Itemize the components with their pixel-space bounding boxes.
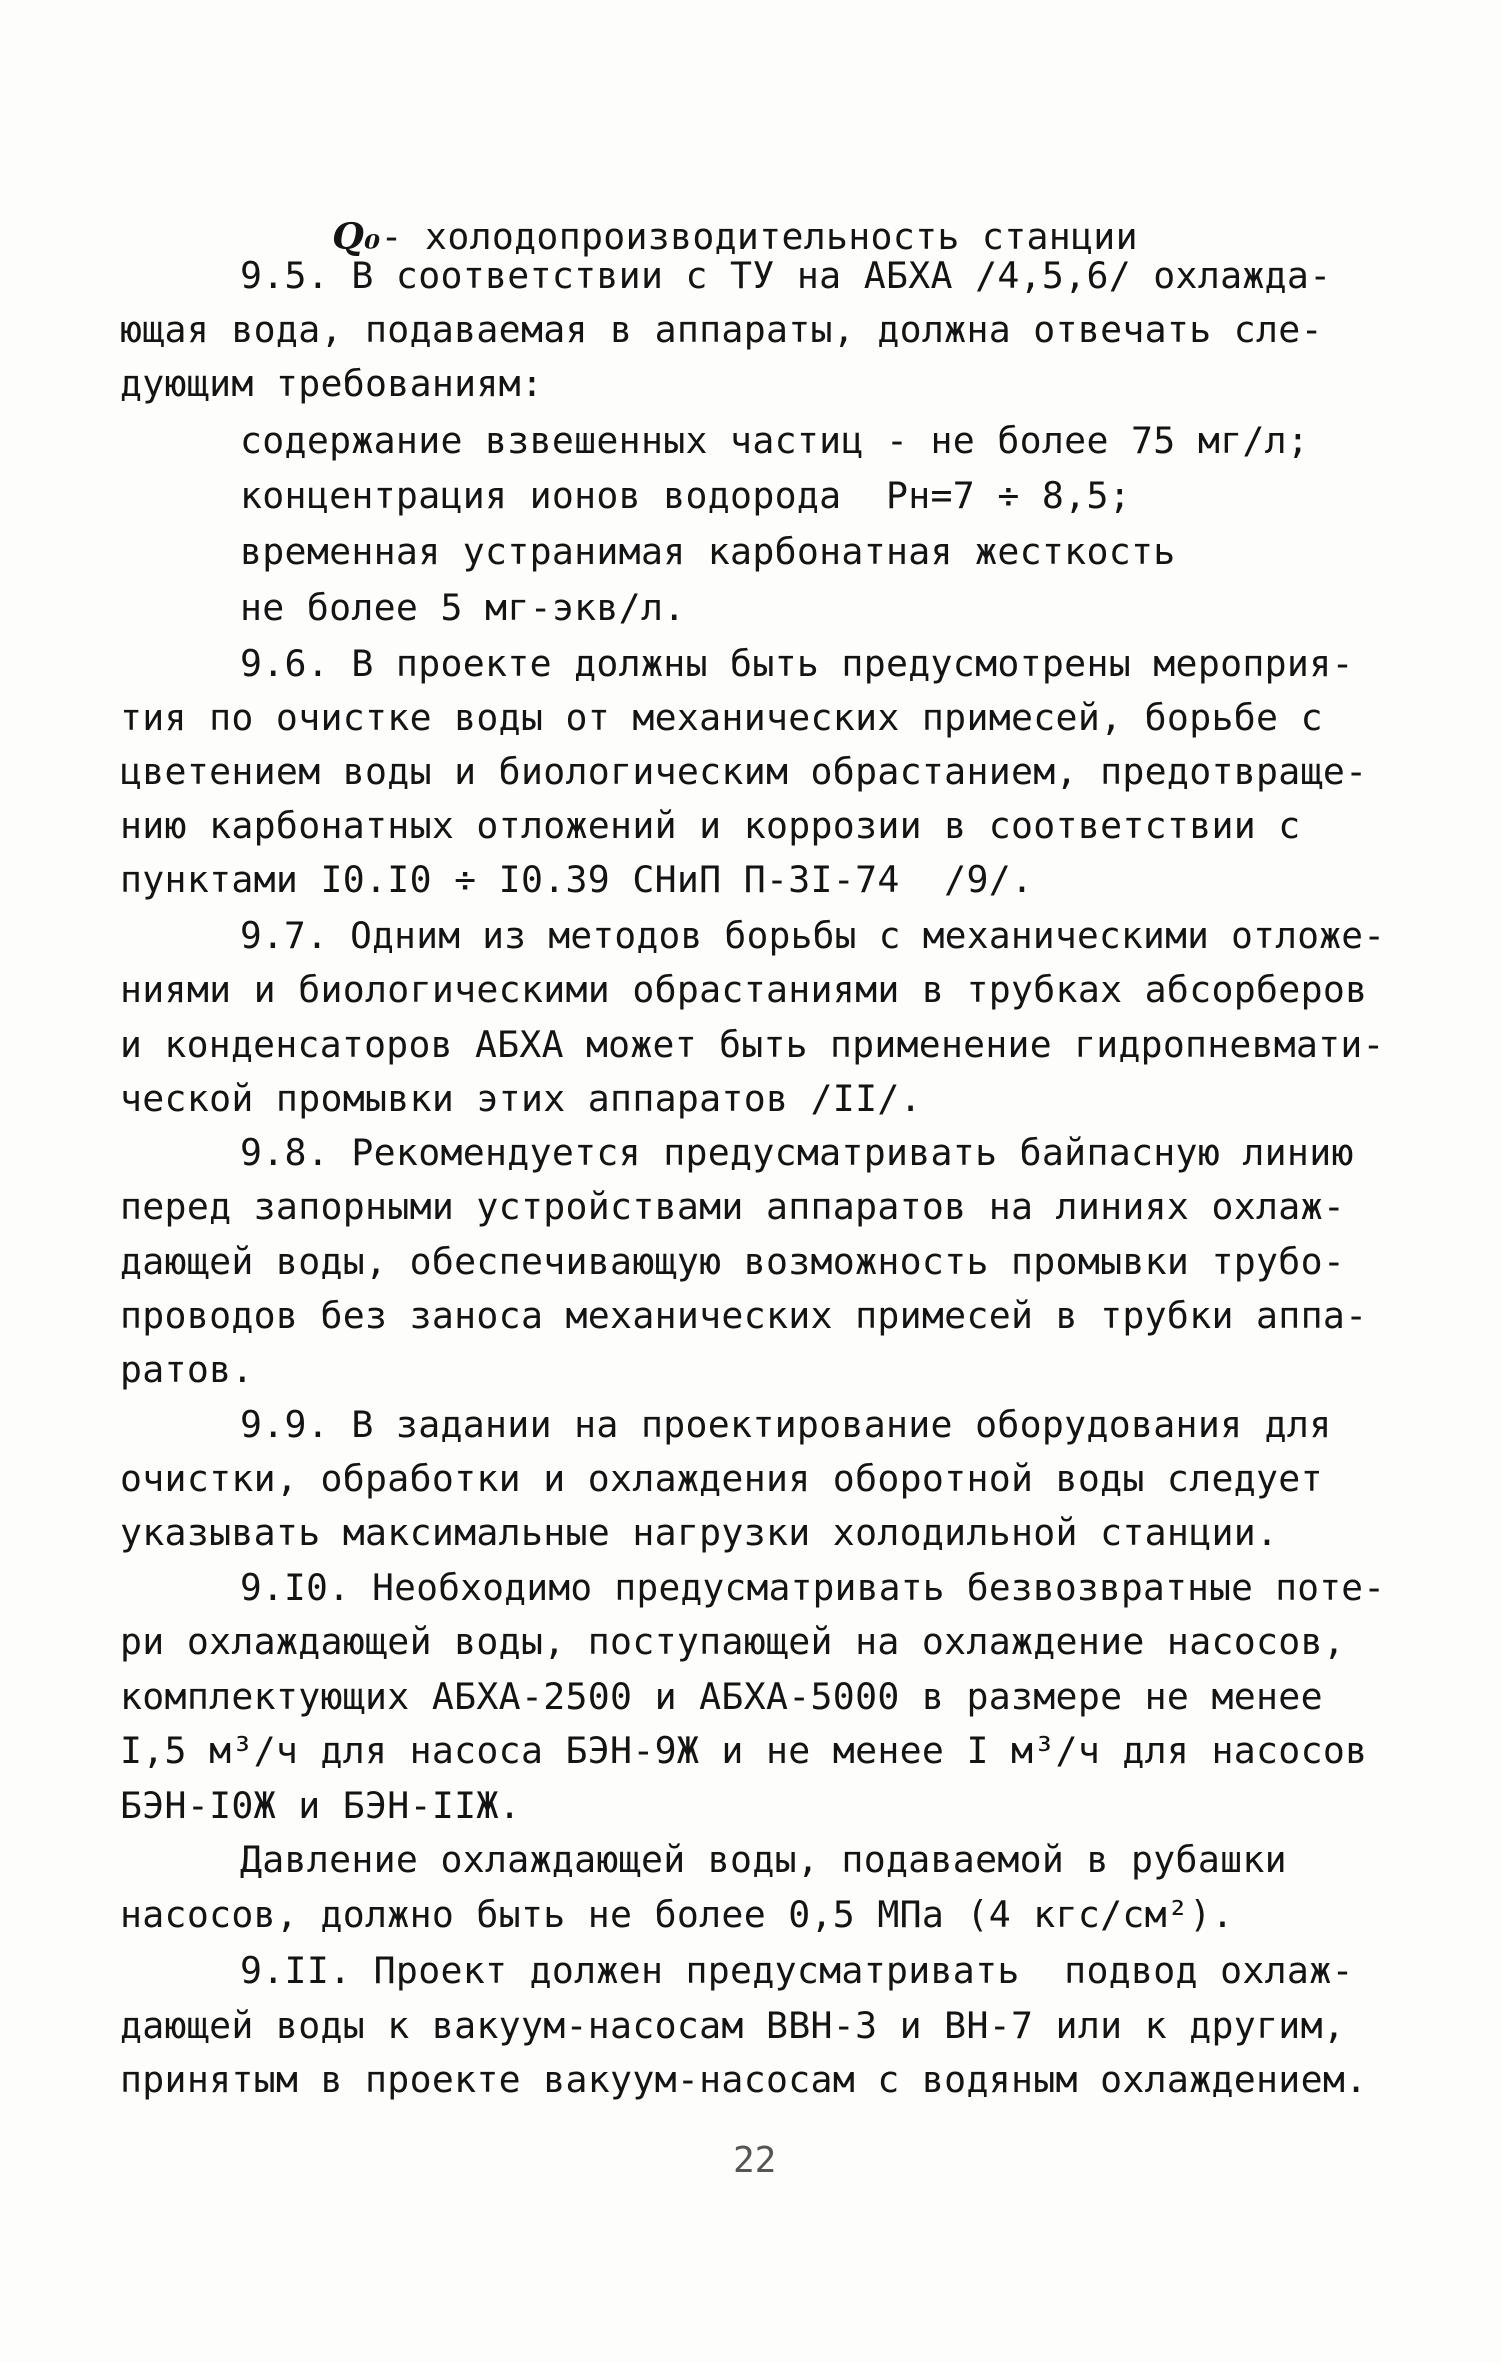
text-line: I,5 м³/ч для насоса БЭН-9Ж и не менее I м³/ч для насосов [120,1729,1368,1772]
text-line: 9.I0. Необходимо предусматривать безвозвратные поте- [240,1566,1386,1609]
text-line: дующим требованиям: [120,362,544,405]
text-line: тия по очистке воды от механических примесей, борьбе с [120,696,1323,739]
intro-text: - холодопроизводительность станции [380,214,1138,258]
text-line: ющая вода, подаваемая в аппараты, должна отвечать сле- [120,308,1323,351]
cooling-capacity-symbol: Q₀ [332,214,381,258]
text-line: 9.6. В проекте должны быть предусмотрены мероприя- [240,642,1354,685]
text-line: не более 5 мг-экв/л. [240,586,686,629]
text-line: ческой промывки этих аппаратов /II/. [120,1077,922,1120]
text-line: и конденсаторов АБХА может быть применение гидропневмати- [120,1023,1385,1066]
text-line: цветением воды и биологическим обрастанием, предотвраще- [120,750,1368,793]
text-line: нию карбонатных отложений и коррозии в соответствии с [120,804,1301,847]
text-line: 9.5. В соответствии с ТУ на АБХА /4,5,6/ охлажда- [240,254,1332,297]
text-line: дающей воды, обеспечивающую возможность промывки трубо- [120,1240,1346,1283]
text-line: 9.7. Одним из методов борьбы с механическими отложе- [240,914,1386,957]
text-line: ниями и биологическими обрастаниями в трубках абсорберов [120,968,1368,1011]
text-line: ратов. [120,1348,254,1391]
text-line: концентрация ионов водорода Рн=7 ÷ 8,5; [240,474,1131,517]
text-line: 9.9. В задании на проектирование оборудования для [240,1403,1332,1446]
text-line: указывать максимальные нагрузки холодильной станции. [120,1511,1279,1554]
text-line: пунктами I0.I0 ÷ I0.39 СНиП П-3I-74 /9/. [120,858,1034,901]
text-line: проводов без заноса механических примесей в трубки аппа- [120,1294,1368,1337]
page-number: 22 [733,2140,777,2181]
text-line: содержание взвешенных частиц - не более 75 мг/л; [240,419,1310,462]
text-line: 9.II. Проект должен предусматривать подвод охлаж- [240,1949,1354,1992]
text-line: БЭН-I0Ж и БЭН-IIЖ. [120,1784,521,1827]
text-line: ри охлаждающей воды, поступающей на охлаждение насосов, [120,1620,1346,1663]
text-line: дающей воды к вакуум-насосам ВВН-3 и ВН-7 или к другим, [120,2004,1346,2047]
text-line: очистки, обработки и охлаждения оборотной воды следует [120,1457,1323,1500]
text-line: Давление охлаждающей воды, подаваемой в рубашки [240,1838,1287,1881]
text-line: насосов, должно быть не более 0,5 МПа (4 кгс/см²). [120,1893,1234,1936]
text-line: временная устранимая карбонатная жесткость [240,530,1176,573]
text-line: принятым в проекте вакуум-насосам с водяным охлаждением. [120,2058,1368,2101]
text-line: перед запорными устройствами аппаратов на линиях охлаж- [120,1185,1346,1228]
text-line: 9.8. Рекомендуется предусматривать байпасную линию [240,1131,1354,1174]
text-line: комплектующих АБХА-2500 и АБХА-5000 в размере не менее [120,1675,1323,1718]
